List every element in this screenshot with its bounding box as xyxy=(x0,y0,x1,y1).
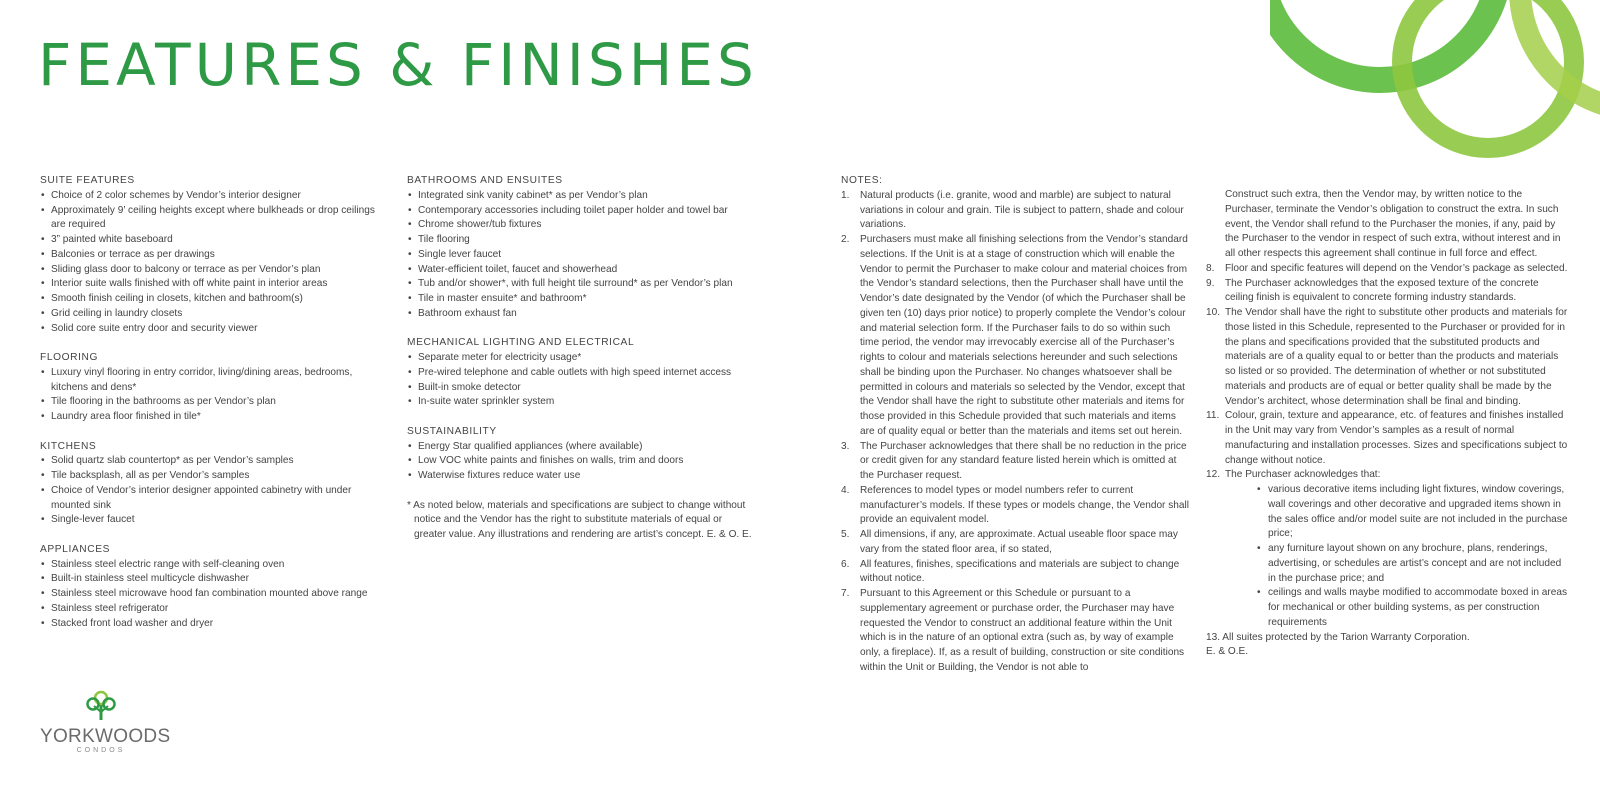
list-item: • Choice of 2 color schemes by Vendor’s interior designer xyxy=(40,189,385,204)
feature-list xyxy=(40,558,385,632)
list-item: • Approximately 9’ ceiling heights except where bulkheads or drop ceilings are required xyxy=(40,204,385,234)
closing-disclaimer: E. & O.E. xyxy=(1206,646,1249,658)
list-item: • Stainless steel refrigerator xyxy=(40,602,385,617)
list-item: • Pre-wired telephone and cable outlets with high speed internet access xyxy=(407,366,752,381)
note-text: The Purchaser acknowledges that: xyxy=(1225,469,1381,481)
list-item: • Tile flooring in the bathrooms as per Vendor’s plan xyxy=(40,395,385,410)
feature-list xyxy=(407,189,752,322)
note-number: 11. xyxy=(1206,410,1220,422)
note-item xyxy=(1206,306,1570,409)
footnote: * As noted below, materials and specifications are subject to change without notice and the Vendor has the right to substitute materials of equal or greater value. Any illustrations and rendering are artist’s concept. E. & O. E. xyxy=(407,499,752,540)
section-suite-features xyxy=(40,174,385,336)
tree-icon xyxy=(84,690,118,722)
list-item: • Tub and/or shower*, with full height tile surround* as per Vendor’s plan xyxy=(407,277,752,292)
page-title: FEATURES & FINISHES xyxy=(38,31,758,99)
list-item: • Single lever faucet xyxy=(407,248,752,263)
note-text: The Purchaser acknowledges that the exposed texture of the concrete ceiling finish is equivalent to concrete forming industry standards. xyxy=(1225,277,1539,304)
note-number: 7. xyxy=(841,588,850,599)
feature-list xyxy=(40,189,385,337)
list-item: • 3” painted white baseboard xyxy=(40,233,385,248)
note-text: Pursuant to this Agreement or this Schedule or pursuant to a supplementary agreement or purchase order, the Purchaser may have requested the Vendor to construct an additional feature within the Unit which is in the nature of an optional extra (such as, by way of example only, a fireplace). If, as a result of building, construction or site conditions within the Unit or Building, the Vendor is not able to xyxy=(860,588,1185,673)
list-item: • Stacked front load washer and dryer xyxy=(40,617,385,632)
note-item xyxy=(1206,468,1570,630)
note-number: 13. xyxy=(1206,631,1221,643)
note-text: Colour, grain, texture and appearance, etc. of features and finishes installed in the Unit may vary from Vendor’s samples as a result of normal manufacturing and installation processes. Sizes and specifications subject to change without notice. xyxy=(1225,410,1568,466)
note-text: Natural products (i.e. granite, wood and marble) are subject to natural variations in colour and grain. Tile is subject to pattern, shade and colour variations. xyxy=(860,189,1184,231)
note-text: Purchasers must make all finishing selections from the Vendor’s standard selections. If the Unit is at a stage of construction which will enable the Vendor to permit the Purchaser to make colour and material choices from the Vendor’s standard selections, then the Purchaser shall have until the Vendor’s date designated by the Vendor (of which the Purchaser shall be given ten (10) days prior notice) to properly complete the Vendor’s colour and material selection form. If the Purchaser fails to do so within such time period, the vendor may irrevocably exercise all of the Purchaser’s rights to colour and materials selections hereunder and such selections shall be binding upon the Purchaser. No changes whatsoever shall be permitted in colours and materials so selected by the Vendor, except that the Vendor shall have the right to substitute other materials and items for those provided in this Schedule provided that such materials and items are of quality equal or better than the materials and items set out herein. xyxy=(860,234,1188,437)
list-item: • Grid ceiling in laundry closets xyxy=(40,307,385,322)
list-item: • Luxury vinyl flooring in entry corridor, living/dining areas, bedrooms, kitchens and dens* xyxy=(40,366,385,396)
note-number: 2. xyxy=(841,234,850,245)
list-item: • Built-in stainless steel multicycle dishwasher xyxy=(40,572,385,587)
note-number: 12. xyxy=(1206,469,1221,481)
list-item: • Low VOC white paints and finishes on walls, trim and doors xyxy=(407,454,752,469)
list-item: • Contemporary accessories including toilet paper holder and towel bar xyxy=(407,204,752,219)
sub-list-item: • any furniture layout shown on any brochure, plans, renderings, advertising, or schedules are artist’s concept and are not included in the purchase price; and xyxy=(1257,542,1570,586)
note-item xyxy=(841,558,1191,588)
list-item: • Tile in master ensuite* and bathroom* xyxy=(407,292,752,307)
list-item: • Interior suite walls finished with off white paint in interior areas xyxy=(40,277,385,292)
list-item: • Chrome shower/tub fixtures xyxy=(407,218,752,233)
logo-wordmark: YORKWOODS xyxy=(40,726,171,747)
section-heading: BATHROOMS AND ENSUITES xyxy=(407,175,563,186)
note-text: All dimensions, if any, are approximate. Actual useable floor space may vary from the stated floor area, if so stated, xyxy=(860,529,1178,555)
note-text: The Vendor shall have the right to substitute other products and materials for those listed in this Schedule, represented to the Purchaser or provided for in the plans and specifications provided that the substituted products and materials are of a quality equal to or better than the products and materials so listed or so provided. The determination of whether or not substituted materials and products are of equal or better quality shall be made by the Vendor’s architect, whose determination shall be final and binding. xyxy=(1225,307,1568,407)
list-item: • Solid core suite entry door and security viewer xyxy=(40,322,385,337)
features-column-2 xyxy=(407,174,752,543)
list-item: • Tile flooring xyxy=(407,233,752,248)
list-item: • Water-efficient toilet, faucet and showerhead xyxy=(407,263,752,278)
section-flooring xyxy=(40,351,385,425)
list-item: • Choice of Vendor’s interior designer appointed cabinetry with under mounted sink xyxy=(40,484,385,514)
note-item xyxy=(841,484,1191,528)
note-number: 8. xyxy=(1206,262,1215,274)
list-item: • Balconies or terrace as per drawings xyxy=(40,248,385,263)
notes-list-continued xyxy=(1206,188,1570,631)
note-number: 5. xyxy=(841,529,850,540)
list-item: • Single-lever faucet xyxy=(40,513,385,528)
note-item xyxy=(1206,409,1570,468)
note-item xyxy=(1206,262,1570,277)
section-heading: FLOORING xyxy=(40,352,99,363)
note-text: References to model types or model numbers refer to current manufacturer’s models. If these types or models change, the Vendor shall provide an equivalent model. xyxy=(860,484,1189,526)
note-number: 3. xyxy=(841,440,850,452)
sub-list-item: • ceilings and walls maybe modified to accommodate boxed in areas for mechanical or other building systems, as per construction requirements xyxy=(1257,586,1570,630)
note-text: All features, finishes, specifications and materials are subject to change without notice. xyxy=(860,558,1180,585)
note-item-continued xyxy=(1206,188,1570,262)
notes-heading: NOTES: xyxy=(841,175,883,186)
notes-list xyxy=(841,189,1191,676)
section-heading: KITCHENS xyxy=(40,440,97,452)
list-item: • Solid quartz slab countertop* as per Vendor’s samples xyxy=(40,454,385,469)
features-column-1 xyxy=(40,174,385,646)
note-item xyxy=(841,440,1191,484)
logo-subtitle: CONDOS xyxy=(76,747,126,754)
section-appliances xyxy=(40,543,385,632)
section-bathrooms xyxy=(407,174,752,322)
note-number: 10. xyxy=(1206,307,1221,318)
note-item xyxy=(841,189,1191,233)
note-number: 1. xyxy=(841,189,850,201)
list-item: • Stainless steel electric range with self-cleaning oven xyxy=(40,558,385,573)
list-item: • In-suite water sprinkler system xyxy=(407,395,752,410)
section-heading: MECHANICAL LIGHTING AND ELECTRICAL xyxy=(407,337,635,349)
note-number: 9. xyxy=(1206,277,1215,289)
note-text: Floor and specific features will depend on the Vendor’s package as selected. xyxy=(1225,262,1568,274)
note-number: 6. xyxy=(841,558,850,570)
section-sustainability xyxy=(407,425,752,484)
list-item: • Energy Star qualified appliances (where available) xyxy=(407,440,752,455)
feature-list xyxy=(407,351,752,410)
section-mechanical xyxy=(407,336,752,410)
list-item: • Laundry area floor finished in tile* xyxy=(40,410,385,425)
note-item xyxy=(841,587,1191,676)
note-text: Construct such extra, then the Vendor may, by written notice to the Purchaser, terminate the Vendor’s obligation to construct the extra. In such event, the Vendor shall refund to the Purchaser the monies, if any, paid by the Purchaser to the vendor in respect of such extra, without interest and in all other respects this agreement shall continue in full force and effect. xyxy=(1225,189,1561,259)
yorkwoods-logo xyxy=(40,690,171,755)
notes-column-1 xyxy=(841,174,1191,676)
feature-list xyxy=(40,454,385,528)
list-item: • Bathroom exhaust fan xyxy=(407,307,752,322)
section-heading: APPLIANCES xyxy=(40,543,110,555)
note-text: All suites protected by the Tarion Warranty Corporation. xyxy=(1222,631,1470,643)
note-number: 4. xyxy=(841,484,850,496)
decorative-rings xyxy=(1270,0,1600,170)
list-item: • Stainless steel microwave hood fan combination mounted above range xyxy=(40,587,385,602)
note-text: The Purchaser acknowledges that there shall be no reduction in the price or credit given for any standard feature listed herein which is omitted at the Purchaser request. xyxy=(860,440,1187,481)
list-item: • Waterwise fixtures reduce water use xyxy=(407,469,752,484)
notes-column-2 xyxy=(1206,188,1570,660)
note-item xyxy=(841,528,1191,558)
list-item: • Sliding glass door to balcony or terrace as per Vendor’s plan xyxy=(40,263,385,278)
section-heading: SUITE FEATURES xyxy=(40,175,135,186)
section-heading: SUSTAINABILITY xyxy=(407,425,497,437)
note-item xyxy=(841,233,1191,440)
note-item xyxy=(1206,277,1570,307)
list-item: • Separate meter for electricity usage* xyxy=(407,351,752,366)
note-item xyxy=(1206,631,1570,646)
list-item: • Smooth finish ceiling in closets, kitchen and bathroom(s) xyxy=(40,292,385,307)
section-kitchens xyxy=(40,440,385,529)
note-sub-list xyxy=(1225,483,1570,631)
feature-list xyxy=(40,366,385,425)
list-item: • Integrated sink vanity cabinet* as per Vendor’s plan xyxy=(407,189,752,204)
sub-list-item: • various decorative items including light fixtures, window coverings, wall coverings and other decorative and upgraded items shown in the sales office and/or model suite are not included in the purchase price; xyxy=(1257,483,1570,542)
list-item: • Built-in smoke detector xyxy=(407,381,752,396)
list-item: • Tile backsplash, all as per Vendor’s samples xyxy=(40,469,385,484)
ring-green-left xyxy=(1270,0,1500,80)
feature-list xyxy=(407,440,752,484)
